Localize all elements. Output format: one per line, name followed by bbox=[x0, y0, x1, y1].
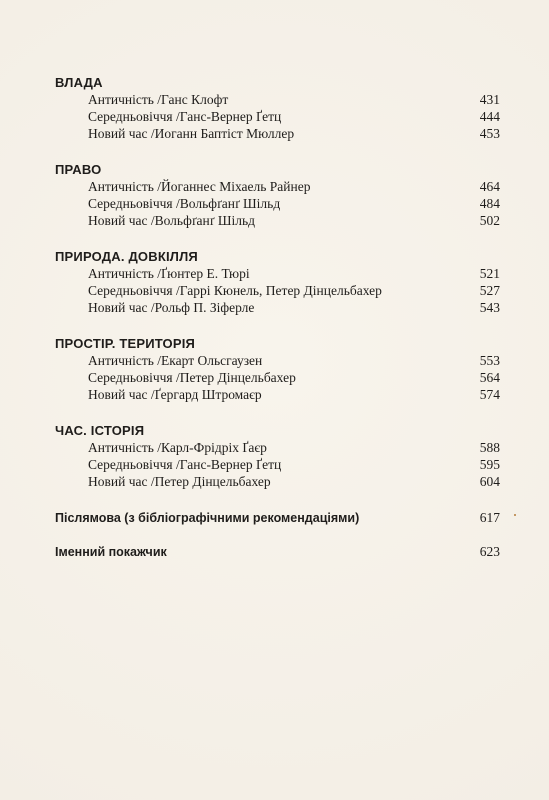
section-heading: ЧАС. ІСТОРІЯ bbox=[55, 423, 145, 438]
toc-entry bbox=[55, 369, 500, 386]
table-of-contents bbox=[55, 75, 500, 578]
toc-entry bbox=[55, 265, 500, 282]
entry-page-number: 464 bbox=[479, 179, 500, 194]
entry-title: Античність /Екарт Ольсгаузен bbox=[88, 353, 263, 368]
entry-page-number: 431 bbox=[479, 92, 500, 107]
section-heading: ПРИРОДА. ДОВКІЛЛЯ bbox=[55, 249, 198, 264]
entry-page-number: 543 bbox=[479, 300, 500, 315]
toc-entry bbox=[55, 282, 500, 299]
toc-entry bbox=[55, 195, 500, 212]
toc-entry bbox=[55, 386, 500, 403]
paper-speck bbox=[514, 514, 516, 516]
entry-page-number: 484 bbox=[479, 196, 500, 211]
entry-page-number: 521 bbox=[479, 266, 500, 281]
toc-entry bbox=[55, 91, 500, 108]
entry-title: Середньовіччя /Вольфґанґ Шільд bbox=[88, 196, 281, 211]
toc-entry bbox=[55, 212, 500, 229]
entry-title: Новий час /Петер Дінцельбахер bbox=[88, 474, 271, 489]
toc-section-power bbox=[55, 75, 500, 142]
entry-title: Новий час /Рольф П. Зіферле bbox=[88, 300, 255, 315]
toc-entry bbox=[55, 108, 500, 125]
afterword-page-number: 617 bbox=[479, 510, 500, 525]
entry-page-number: 595 bbox=[479, 457, 500, 472]
entry-title: Новий час /Вольфґанґ Шільд bbox=[88, 213, 256, 228]
toc-section-time bbox=[55, 423, 500, 490]
toc-entry bbox=[55, 125, 500, 142]
entry-title: Середньовіччя /Ганс-Вернер Ґетц bbox=[88, 457, 282, 472]
index-title: Іменний покажчик bbox=[55, 545, 167, 559]
entry-page-number: 588 bbox=[479, 440, 500, 455]
entry-page-number: 553 bbox=[479, 353, 500, 368]
toc-section-law bbox=[55, 162, 500, 229]
toc-entry bbox=[55, 456, 500, 473]
toc-index bbox=[55, 544, 500, 560]
entry-title: Античність /Ґюнтер Е. Тюрі bbox=[88, 266, 250, 281]
toc-afterword bbox=[55, 510, 500, 526]
toc-entry bbox=[55, 178, 500, 195]
section-heading: ПРАВО bbox=[55, 162, 102, 177]
entry-page-number: 453 bbox=[479, 126, 500, 141]
toc-entry bbox=[55, 352, 500, 369]
entry-page-number: 527 bbox=[479, 283, 500, 298]
entry-page-number: 564 bbox=[479, 370, 500, 385]
toc-entry bbox=[55, 299, 500, 316]
toc-entry bbox=[55, 439, 500, 456]
entry-title: Середньовіччя /Петер Дінцельбахер bbox=[88, 370, 296, 385]
entry-title: Середньовіччя /Ганс-Вернер Ґетц bbox=[88, 109, 282, 124]
entry-page-number: 574 bbox=[479, 387, 500, 402]
entry-title: Античність /Карл-Фрідріх Ґаєр bbox=[88, 440, 267, 455]
index-page-number: 623 bbox=[479, 544, 500, 559]
entry-page-number: 604 bbox=[479, 474, 500, 489]
entry-title: Античність /Ганс Клофт bbox=[88, 92, 229, 107]
toc-entry bbox=[55, 473, 500, 490]
entry-title: Середньовіччя /Гаррі Кюнель, Петер Дінцельбахер bbox=[88, 283, 382, 298]
section-heading: ПРОСТІР. ТЕРИТОРІЯ bbox=[55, 336, 196, 351]
section-heading: ВЛАДА bbox=[55, 75, 103, 90]
entry-title: Новий час /Иоганн Баптіст Мюллер bbox=[88, 126, 295, 141]
toc-section-space bbox=[55, 336, 500, 403]
entry-page-number: 444 bbox=[479, 109, 500, 124]
entry-title: Новий час /Ґергард Штромаєр bbox=[88, 387, 262, 402]
toc-section-nature bbox=[55, 249, 500, 316]
entry-title: Античність /Йоганнес Міхаель Райнер bbox=[88, 179, 311, 194]
entry-page-number: 502 bbox=[479, 213, 500, 228]
afterword-title: Післямова (з бібліографічними рекомендаціями) bbox=[55, 511, 360, 525]
